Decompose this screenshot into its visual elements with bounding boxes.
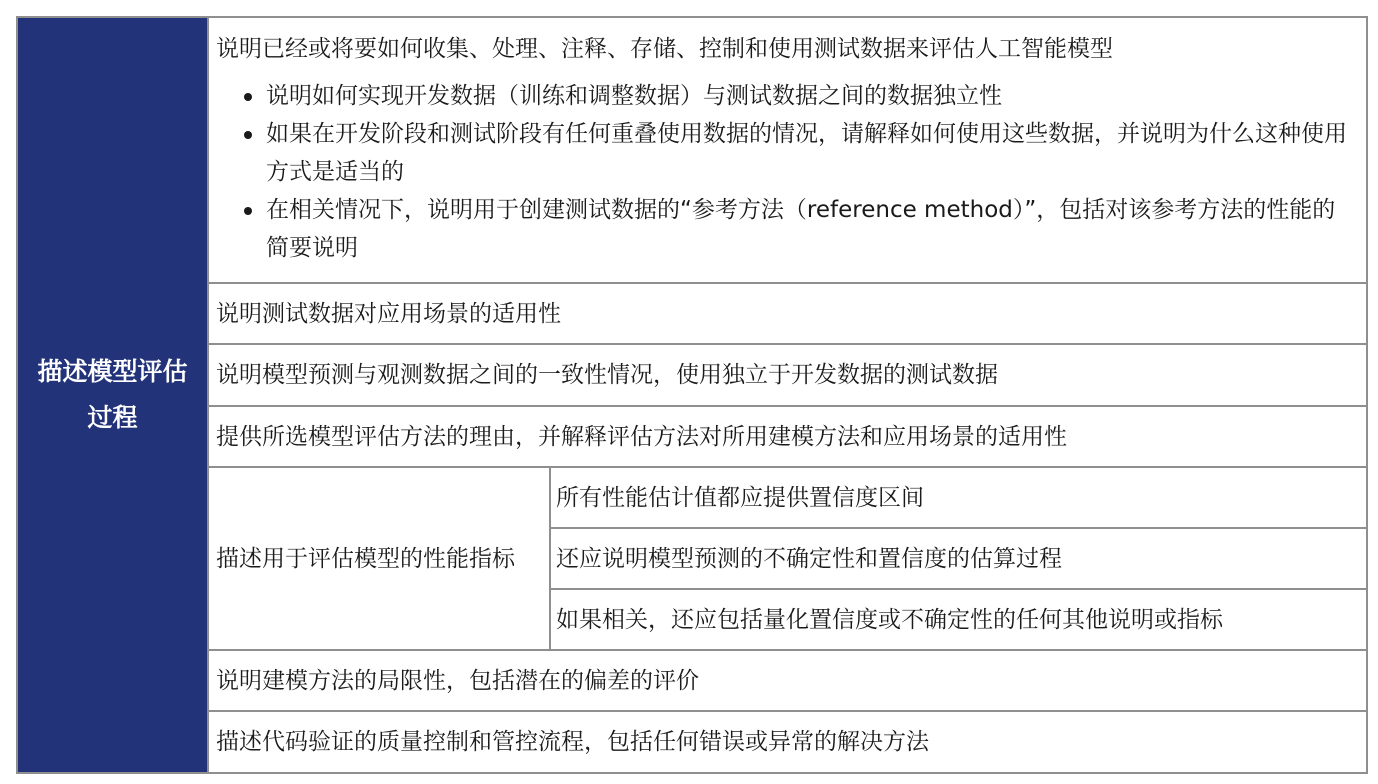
test-data-intro: 说明已经或将要如何收集、处理、注释、存储、控制和使用测试数据来评估人工智能模型 bbox=[216, 36, 1113, 62]
rationale-text: 提供所选模型评估方法的理由，并解释评估方法对所用建模方法和应用场景的适用性 bbox=[216, 423, 1067, 450]
applicability-cell bbox=[209, 284, 1366, 343]
section-header bbox=[18, 18, 207, 772]
evaluation-table bbox=[16, 16, 1368, 774]
rationale-cell bbox=[209, 407, 1366, 466]
metrics-item-cell bbox=[551, 529, 1366, 588]
test-data-cell bbox=[209, 18, 1366, 282]
bullet-item: 如果在开发阶段和测试阶段有任何重叠使用数据的情况，请解释如何使用这些数据，并说明为什么这种使用方式是适当的 bbox=[240, 115, 1350, 191]
metrics-item: 还应说明模型预测的不确定性和置信度的估算过程 bbox=[556, 545, 1062, 572]
limitations-text: 说明建模方法的局限性，包括潜在的偏差的评价 bbox=[216, 667, 699, 694]
quality-control-text: 描述代码验证的质量控制和管控流程，包括任何错误或异常的解决方法 bbox=[216, 729, 929, 755]
bullet-item: 在相关情况下，说明用于创建测试数据的“参考方法（reference method）”，包括对该参考方法的性能的简要说明 bbox=[240, 191, 1350, 267]
metrics-label: 描述用于评估模型的性能指标 bbox=[216, 545, 515, 572]
bullet-item: 说明如何实现开发数据（训练和调整数据）与测试数据之间的数据独立性 bbox=[240, 77, 1350, 115]
metrics-item: 所有性能估计值都应提供置信度区间 bbox=[556, 484, 924, 511]
metrics-item: 如果相关，还应包括量化置信度或不确定性的任何其他说明或指标 bbox=[556, 606, 1223, 633]
quality-control-cell bbox=[209, 712, 1366, 772]
metrics-item-cell bbox=[551, 468, 1366, 527]
consistency-cell bbox=[209, 345, 1366, 405]
metrics-label-cell bbox=[209, 468, 549, 649]
metrics-item-cell bbox=[551, 590, 1366, 649]
consistency-text: 说明模型预测与观测数据之间的一致性情况，使用独立于开发数据的测试数据 bbox=[216, 362, 998, 388]
applicability-text: 说明测试数据对应用场景的适用性 bbox=[216, 300, 561, 327]
limitations-cell bbox=[209, 651, 1366, 710]
test-data-bullets bbox=[240, 77, 1350, 267]
section-header-label: 描述模型评估过程 bbox=[37, 357, 188, 432]
